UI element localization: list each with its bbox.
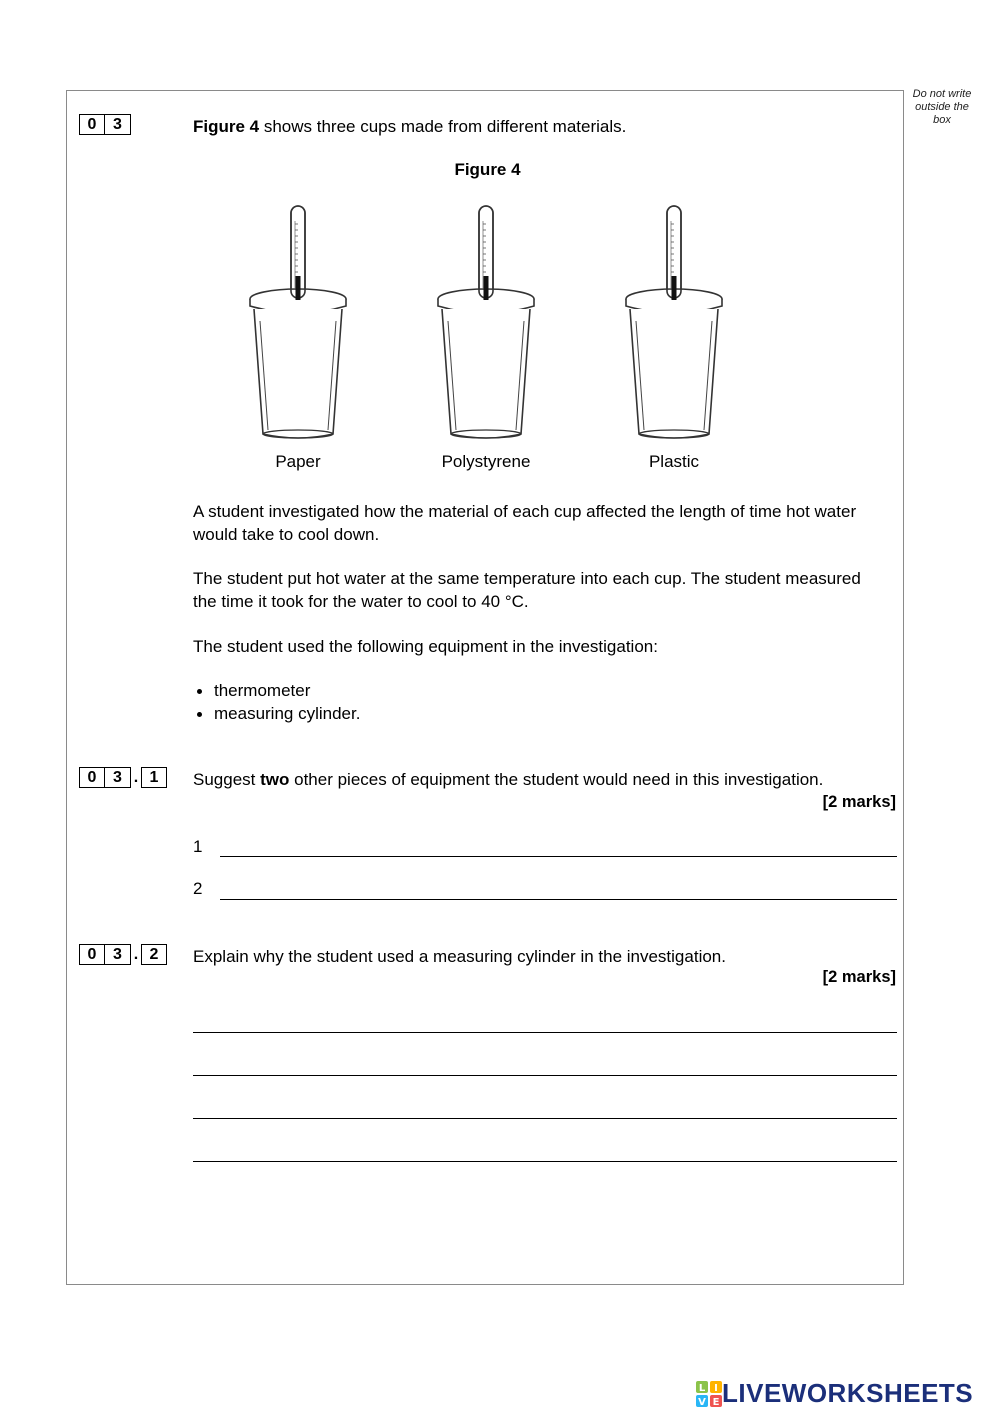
cup-label-polystyrene: Polystyrene <box>441 452 531 471</box>
paragraph-equipment: The student used the following equipment in the investigation: <box>193 637 658 656</box>
answer-line[interactable] <box>193 1032 897 1033</box>
liveworksheets-logo-icon <box>696 1381 722 1407</box>
question-dot: . <box>133 769 139 786</box>
answer-line[interactable] <box>193 1161 897 1162</box>
question-digit: 3 <box>105 767 131 788</box>
liveworksheets-logo <box>696 1378 973 1409</box>
figure-title: Figure 4 <box>454 160 521 179</box>
svg-text:I: I <box>714 1382 718 1394</box>
paper-cup-icon <box>250 206 346 438</box>
paragraph-investigation: A student investigated how the material of each cup affected the length of time hot water would take to cool down. <box>193 502 857 544</box>
equipment-list <box>193 679 360 725</box>
polystyrene-cup-icon <box>438 206 534 438</box>
margin-note: Do not write outside the box <box>912 88 972 126</box>
svg-text:V: V <box>698 1396 706 1407</box>
answer-line[interactable] <box>193 1075 897 1076</box>
prompt-emphasis: two <box>260 770 290 789</box>
question-dot: . <box>133 946 139 963</box>
question-digit: 0 <box>79 767 105 788</box>
prompt-text: other pieces of equipment the student would need in this investigation. <box>289 770 824 789</box>
question-intro <box>193 115 893 138</box>
cup-label-plastic: Plastic <box>648 452 700 471</box>
question-number-03 <box>79 114 131 135</box>
answer-number: 2 <box>193 879 203 898</box>
question-digit: 0 <box>79 944 105 965</box>
marks-03-2: [2 marks] <box>822 968 896 986</box>
question-part-digit: 1 <box>141 767 167 788</box>
figure-4-illustration <box>230 196 750 446</box>
cup-label-paper: Paper <box>275 452 321 471</box>
plastic-cup-icon <box>626 206 722 438</box>
paragraph-method: The student put hot water at the same temperature into each cup. The student measured the time it took for the water to cool to 40 °C. <box>193 569 861 611</box>
question-prompt-03-1 <box>193 768 893 791</box>
brand-name: LIVEWORKSHEETS <box>722 1378 974 1408</box>
answer-line-2[interactable] <box>220 899 897 900</box>
list-item: thermometer <box>193 679 360 702</box>
list-item: measuring cylinder. <box>193 702 360 725</box>
question-digit: 3 <box>105 114 131 135</box>
svg-text:L: L <box>698 1382 706 1394</box>
question-number-03-1 <box>79 767 167 788</box>
question-digit: 0 <box>79 114 105 135</box>
prompt-text: Suggest <box>193 770 261 789</box>
marks-03-1: [2 marks] <box>822 793 896 811</box>
intro-text: shows three cups made from different materials. <box>259 117 627 136</box>
svg-text:E: E <box>712 1396 720 1407</box>
question-digit: 3 <box>105 944 131 965</box>
question-part-digit: 2 <box>141 944 167 965</box>
question-prompt-03-2: Explain why the student used a measuring cylinder in the investigation. <box>193 947 726 966</box>
answer-line-1[interactable] <box>220 856 897 857</box>
answer-line[interactable] <box>193 1118 897 1119</box>
answer-number: 1 <box>193 837 203 856</box>
figure-reference: Figure 4 <box>193 117 260 136</box>
question-number-03-2 <box>79 944 167 965</box>
